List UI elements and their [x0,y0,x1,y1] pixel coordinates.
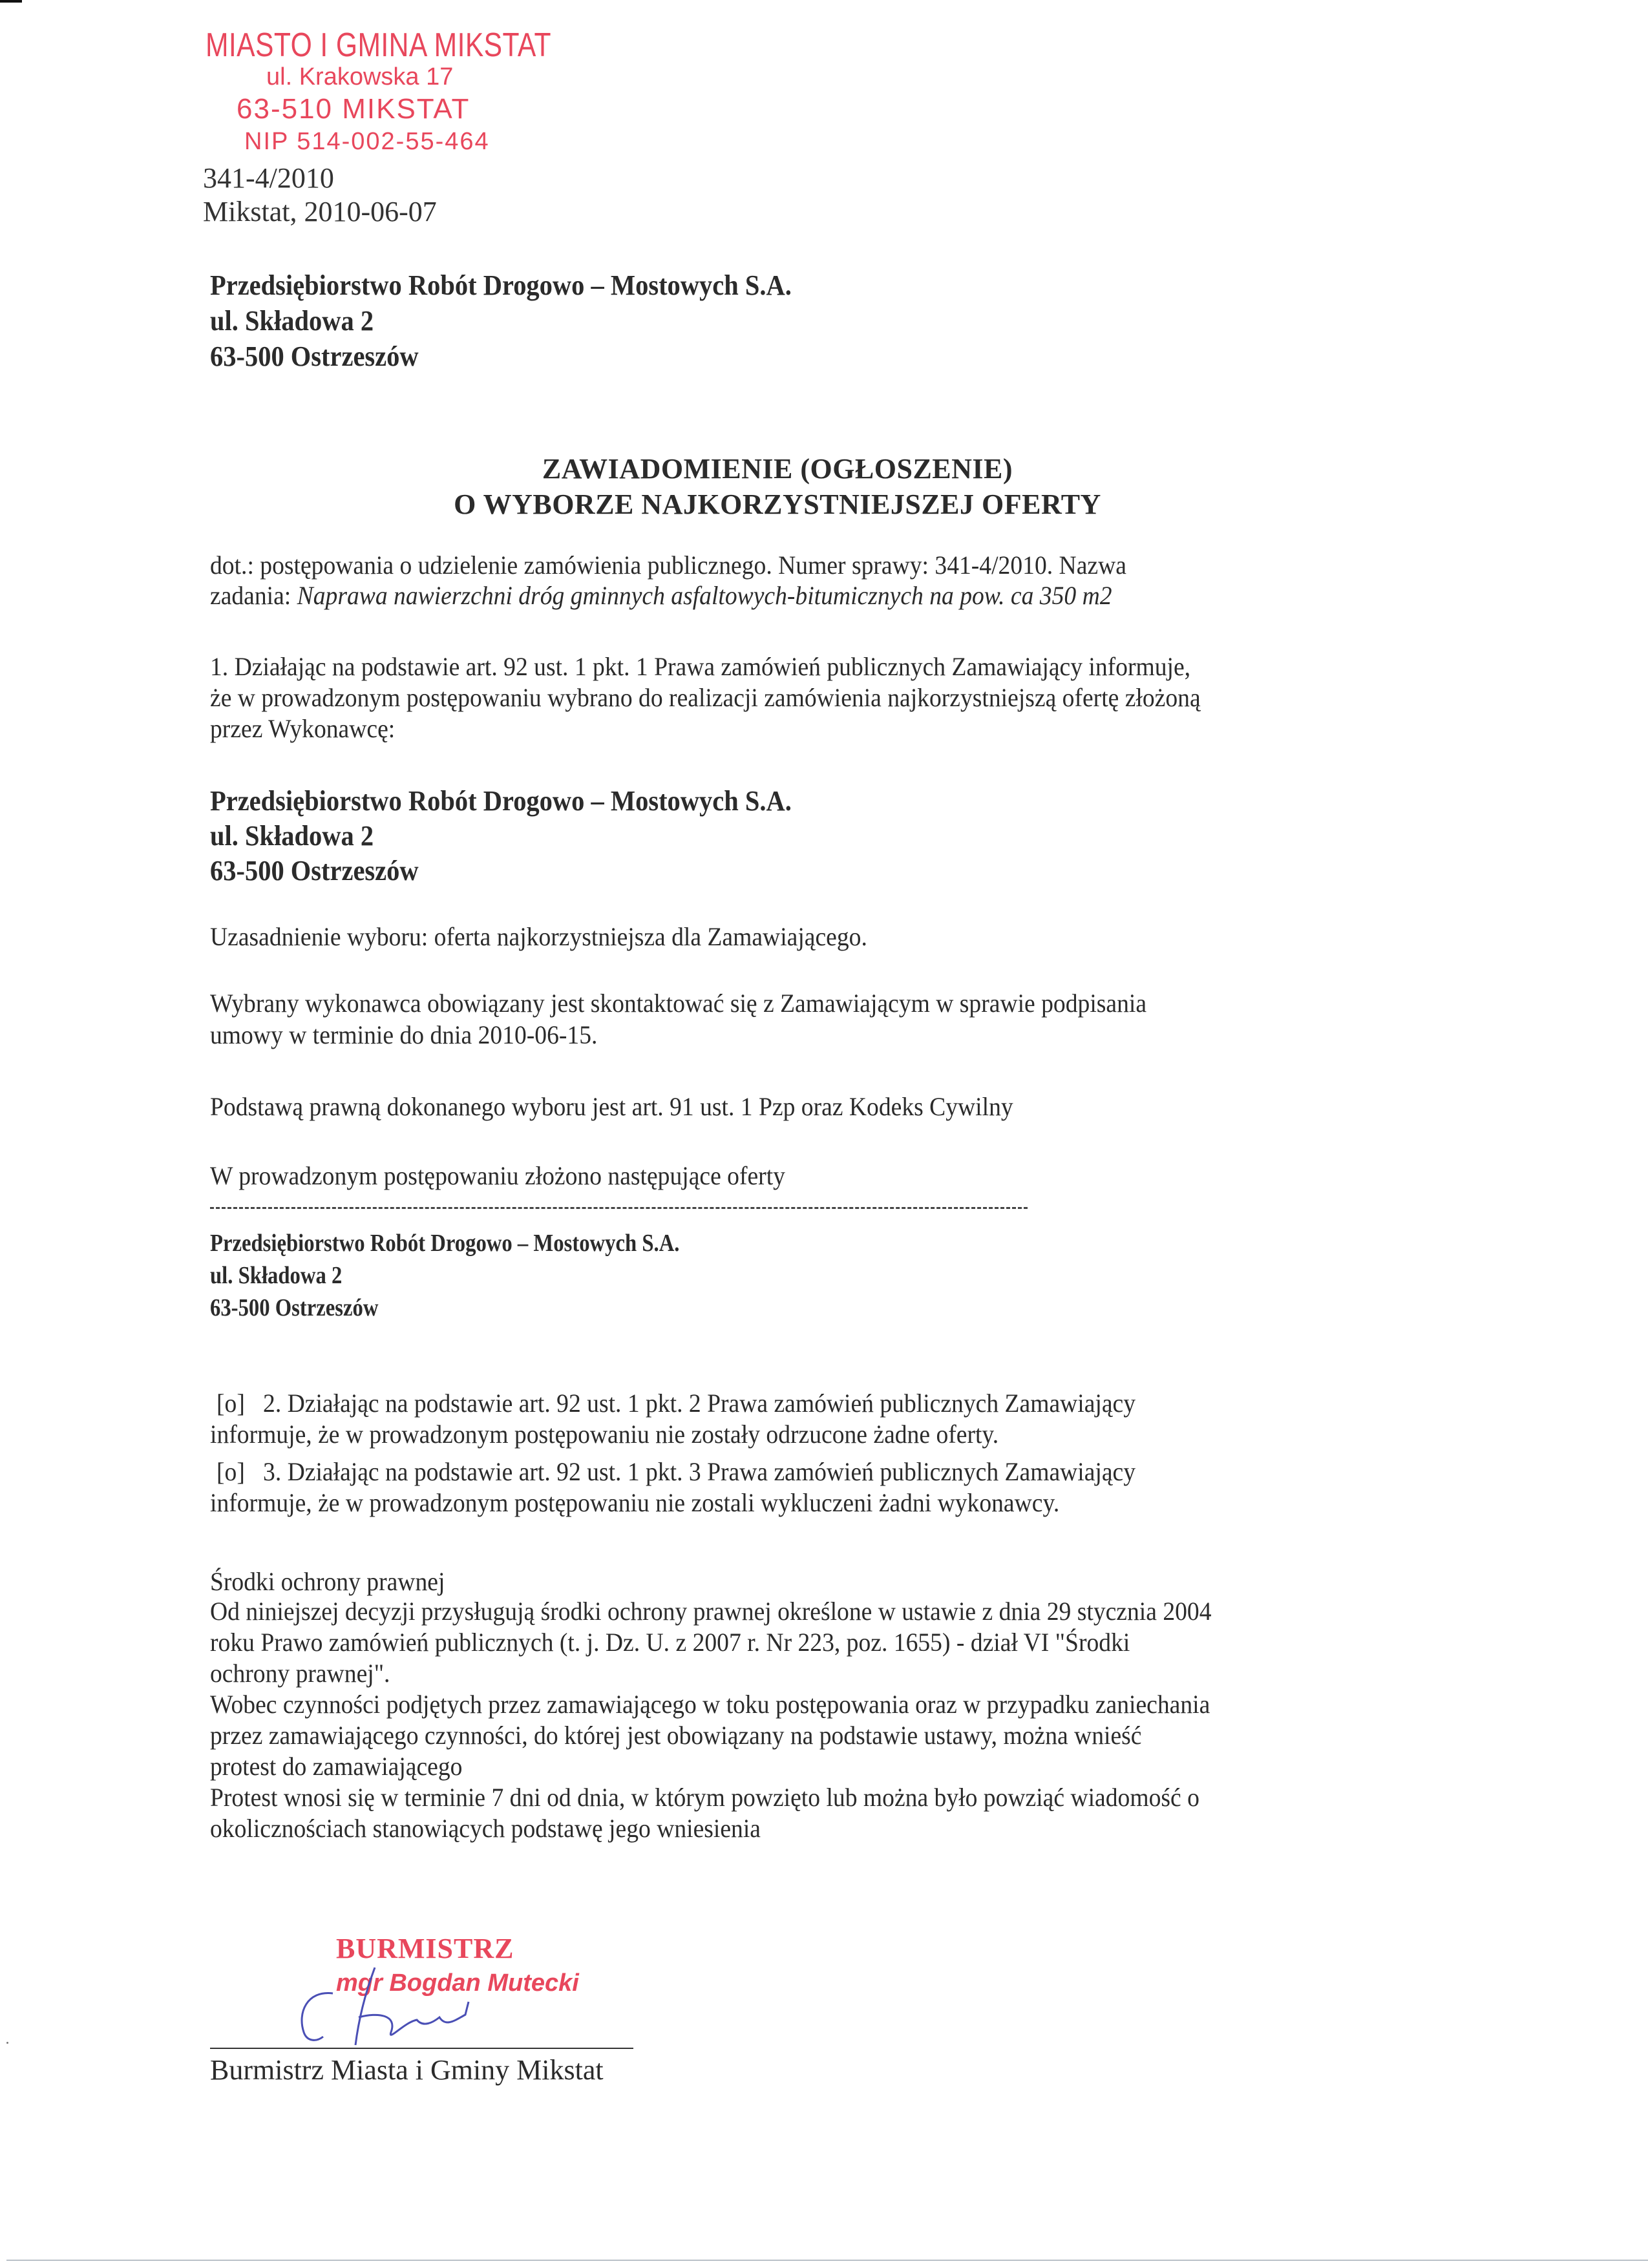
stamp-line-1: MIASTO I GMINA MIKSTAT [206,26,551,64]
legal-remedies-line: przez zamawiającego czynności, do której jest obowiązany na podstawie ustawy, można wnieść [210,1721,1142,1750]
contract-deadline-line-2: umowy w terminie do dnia 2010-06-15. [210,1020,598,1049]
legal-remedies-line: roku Prawo zamówień publicznych (t. j. Dz. U. z 2007 r. Nr 223, poz. 1655) - dział VI "Środki [210,1628,1130,1657]
signature-line [210,2048,633,2049]
section2-marker: [o] [217,1389,245,1418]
section1-line-2: że w prowadzonym postępowaniu wybrano do realizacji zamówienia najkorzystniejszą ofertę złożoną [210,683,1201,712]
signatory-caption: Burmistrz Miasta i Gminy Mikstat [210,2054,604,2086]
stamp-line-2: ul. Krakowska 17 [266,63,454,90]
scan-dust-dot [6,2042,8,2044]
addressee-name: Przedsiębiorstwo Robót Drogowo – Mostowych S.A. [210,269,792,301]
legal-remedies-heading: Środki ochrony prawnej [210,1567,445,1596]
document-title-line-2: O WYBORZE NAJKORZYSTNIEJSZEJ OFERTY [454,488,1101,520]
contractor-name: Przedsiębiorstwo Robót Drogowo – Mostowych S.A. [210,785,792,817]
legal-basis: Podstawą prawną dokonanego wyboru jest art. 91 ust. 1 Pzp oraz Kodeks Cywilny [210,1092,1013,1121]
section1-line-1: 1. Działając na podstawie art. 92 ust. 1 pkt. 1 Prawa zamówień publicznych Zamawiający informuje, [210,652,1191,681]
scan-bottom-rule [6,2260,1648,2261]
place-date: Mikstat, 2010-06-07 [203,196,437,227]
subject-task-name: Naprawa nawierzchni dróg gminnych asfaltowych-bitumicznych na pow. ca 350 m2 [297,581,1112,610]
document-title-line-1: ZAWIADOMIENIE (OGŁOSZENIE) [542,453,1013,485]
justification: Uzasadnienie wyboru: oferta najkorzystniejsza dla Zamawiającego. [210,922,867,951]
contract-deadline-line-1: Wybrany wykonawca obowiązany jest skontaktować się z Zamawiającym w sprawie podpisania [210,989,1147,1018]
offers-intro: W prowadzonym postępowaniu złożono następujące oferty [210,1161,785,1190]
section3-line-2: informuje, że w prowadzonym postępowaniu nie zostali wykluczeni żadni wykonawcy. [210,1488,1060,1517]
subject-task-prefix: zadania: [210,581,291,610]
legal-remedies-line: okolicznościach stanowiących podstawę jego wniesienia [210,1814,761,1843]
handwritten-signature [294,1964,507,2047]
subject-line-2 [210,583,1112,609]
contractor-street: ul. Składowa 2 [210,820,374,852]
section2-text: 2. Działając na podstawie art. 92 ust. 1 pkt. 2 Prawa zamówień publicznych Zamawiający [263,1389,1136,1418]
subject-line-1: dot.: postępowania o udzielenie zamówienia publicznego. Numer sprawy: 341-4/2010. Nazwa [210,551,1126,580]
offers-divider [210,1207,1028,1209]
legal-remedies-line: Od niniejszej decyzji przysługują środki ochrony prawnej określone w ustawie z dnia 29 stycznia 2004 [210,1597,1212,1626]
section3-marker: [o] [217,1457,245,1486]
legal-remedies-line: ochrony prawnej". [210,1659,390,1688]
section2-line-1 [217,1391,1136,1416]
mayor-stamp-name: mgr Bogdan Mutecki [336,1969,579,1997]
case-reference: 341-4/2010 [203,162,334,194]
offer-city: 63-500 Ostrzeszów [210,1294,379,1321]
mayor-stamp-title: BURMISTRZ [336,1933,514,1964]
stamp-line-4: NIP 514-002-55-464 [244,128,490,155]
legal-remedies-line: Protest wnosi się w terminie 7 dni od dnia, w którym powzięto lub można było powziąć wiadomość o [210,1783,1199,1812]
legal-remedies-line: Wobec czynności podjętych przez zamawiającego w toku postępowania oraz w przypadku zaniechania [210,1690,1210,1719]
addressee-street: ul. Składowa 2 [210,305,374,337]
section3-line-1 [217,1459,1136,1485]
contractor-city: 63-500 Ostrzeszów [210,855,419,887]
legal-remedies-line: protest do zamawiającego [210,1752,463,1781]
section1-line-3: przez Wykonawcę: [210,714,396,743]
offer-name: Przedsiębiorstwo Robót Drogowo – Mostowych S.A. [210,1230,680,1257]
section2-line-2: informuje, że w prowadzonym postępowaniu nie zostały odrzucone żadne oferty. [210,1420,999,1449]
offer-street: ul. Składowa 2 [210,1262,343,1289]
stamp-line-3: 63-510 MIKSTAT [237,93,470,125]
section3-text: 3. Działając na podstawie art. 92 ust. 1 pkt. 3 Prawa zamówień publicznych Zamawiający [263,1457,1136,1486]
addressee-city: 63-500 Ostrzeszów [210,341,419,372]
scan-edge-mark [0,0,22,3]
